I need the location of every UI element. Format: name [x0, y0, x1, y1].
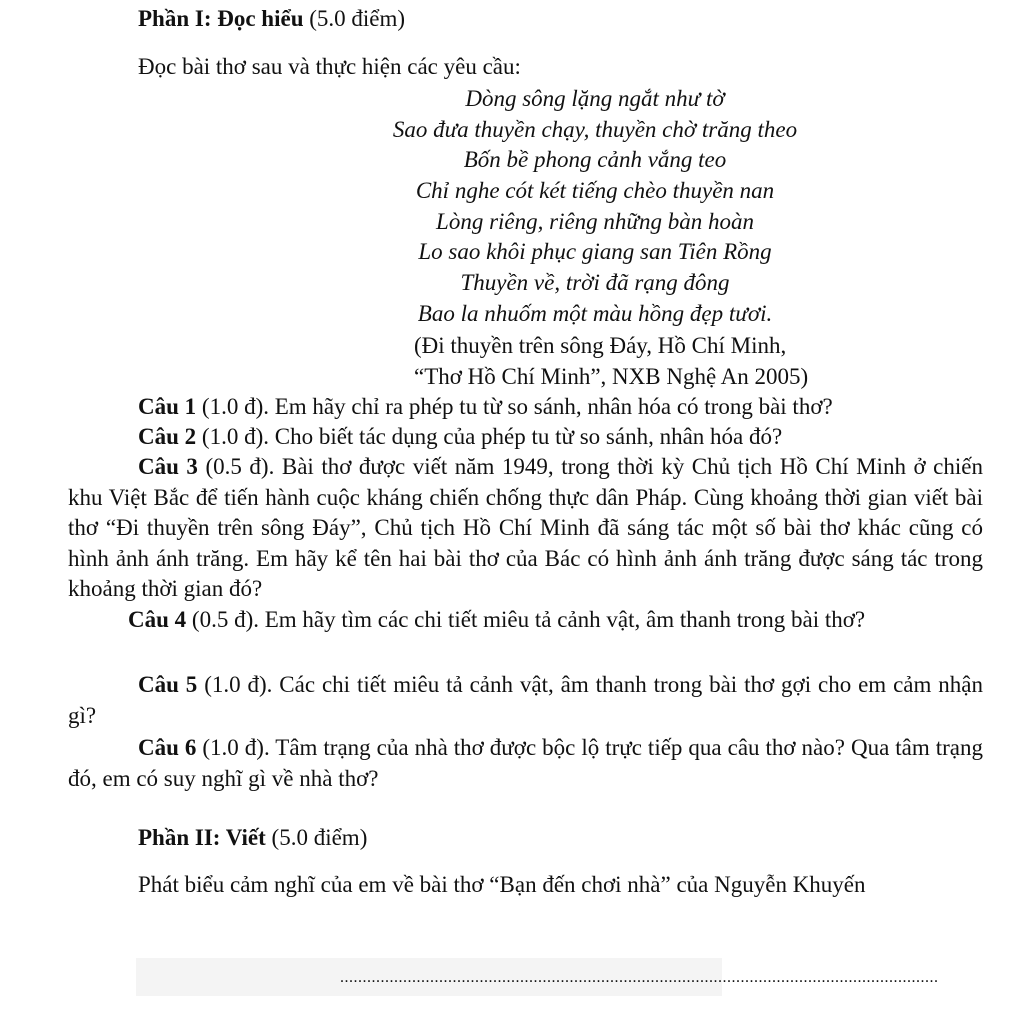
part1-heading	[138, 4, 405, 35]
question-label: Câu 4	[128, 607, 187, 632]
poem-line: Lòng riêng, riêng những bàn hoàn	[436, 208, 754, 234]
question-1	[68, 392, 983, 423]
poem-line: Bốn bề phong cảnh vắng teo	[463, 147, 727, 173]
source-line-2: “Thơ Hồ Chí Minh”, NXB Nghệ An 2005)	[414, 364, 809, 389]
poem-source	[414, 330, 808, 392]
question-text: (1.0 đ). Cho biết tác dụng của phép tu từ so sánh, nhân hóa đó?	[196, 424, 783, 449]
part2-title: Phần II: Viết	[138, 825, 266, 850]
question-label: Câu 1	[138, 394, 197, 419]
poem-line: Sao đưa thuyền chạy, thuyền chờ trăng theo	[392, 116, 798, 142]
part2-score: (5.0 điểm)	[265, 825, 368, 850]
poem-line: Lo sao khôi phục giang san Tiên Rồng	[418, 239, 772, 265]
question-label: Câu 2	[138, 424, 197, 449]
question-text: (1.0 đ). Tâm trạng của nhà thơ được bộc lộ trực tiếp qua câu thơ nào? Qua tâm trạng đó, em có suy nghĩ gì về nhà thơ?	[68, 735, 984, 791]
question-text: (1.0 đ). Các chi tiết miêu tả cảnh vật, âm thanh trong bài thơ gợi cho em cảm nhận gì?	[68, 672, 983, 728]
question-3	[68, 452, 983, 605]
question-4	[68, 605, 983, 636]
question-label: Câu 3	[138, 454, 198, 479]
part2-heading	[138, 823, 367, 854]
poem-line: Chỉ nghe cót két tiếng chèo thuyền nan	[415, 178, 775, 204]
question-text: (0.5 đ). Bài thơ được viết năm 1949, trong thời kỳ Chủ tịch Hồ Chí Minh ở chiến khu Việt Bắc để tiến hành cuộc kháng chiến chống thực dân Pháp. Cùng khoảng thời gian viết bài thơ “Đi thuyền trên sông Đáy”, Chủ tịch Hồ Chí Minh đã sáng tác một số bài thơ khác cũng có hình ảnh ánh trăng. Em hãy kể tên hai bài thơ của Bác có hình ảnh ánh trăng được sáng tác trong khoảng thời gian đó?	[68, 454, 983, 601]
poem-line: Dòng sông lặng ngắt như tờ	[465, 86, 725, 111]
poem-line: Bao la nhuốm một màu hồng đẹp tươi.	[417, 300, 773, 326]
part1-score: (5.0 điểm)	[303, 6, 406, 31]
question-6	[68, 733, 983, 794]
part1-title: Phần I: Đọc hiểu	[138, 6, 304, 31]
dotted-line: .....................................................................................................................................	[340, 969, 939, 986]
writing-prompt: Phát biểu cảm nghĩ của em về bài thơ “Bạn đến chơi nhà” của Nguyễn Khuyến	[138, 872, 866, 897]
question-label: Câu 5	[138, 672, 198, 697]
question-text: (0.5 đ). Em hãy tìm các chi tiết miêu tả cảnh vật, âm thanh trong bài thơ?	[186, 607, 866, 632]
poem	[340, 84, 850, 330]
question-text: (1.0 đ). Em hãy chỉ ra phép tu từ so sánh, nhân hóa có trong bài thơ?	[196, 394, 833, 419]
source-line-1: (Đi thuyền trên sông Đáy, Hồ Chí Minh,	[414, 333, 787, 358]
poem-line: Thuyền về, trời đã rạng đông	[460, 270, 730, 296]
question-2	[68, 422, 983, 453]
question-5	[68, 670, 983, 731]
instructions: Đọc bài thơ sau và thực hiện các yêu cầu:	[138, 54, 521, 79]
question-label: Câu 6	[138, 735, 197, 760]
